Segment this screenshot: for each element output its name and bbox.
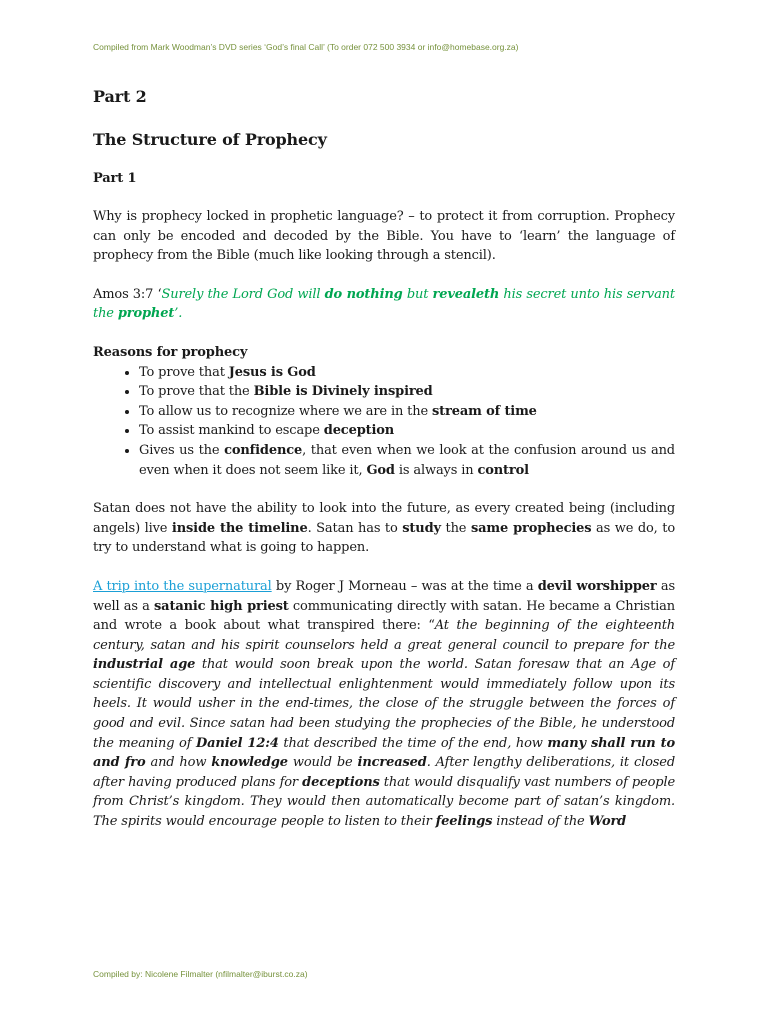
quote-emphasis: revealeth: [432, 286, 500, 302]
para-emphasis: study: [402, 520, 441, 536]
item-emphasis: confidence: [224, 442, 303, 458]
quote-text: . After lengthy deliberations, it closed after having produced plans for: [93, 755, 675, 790]
quote-emphasis: increased: [357, 755, 427, 771]
book-quote: [93, 618, 675, 829]
quote-text: that described the time of the end, how: [278, 735, 548, 751]
quote-emphasis: do nothing: [324, 286, 403, 302]
item-emphasis: stream of time: [432, 403, 537, 419]
quote-text: but: [402, 286, 433, 302]
quote-emphasis: many shall run to and fro: [93, 735, 676, 771]
para-emphasis: same prophecies: [470, 520, 592, 536]
quote-text: Surely the Lord God will: [161, 286, 325, 302]
intro-paragraph: Why is prophecy locked in prophetic language? – to protect it from corruption. Prophecy can only be encoded and decoded by the Bible. You have to ‘learn’ the language of prophecy from the Bible (much like looking through a stencil).: [93, 209, 675, 264]
quote-emphasis: prophet: [117, 306, 175, 322]
item-emphasis: control: [477, 462, 529, 478]
list-item: [139, 421, 675, 441]
para-emphasis: inside the timeline: [171, 520, 308, 536]
quote-emphasis: Word: [588, 814, 627, 830]
item-text: is always in: [394, 462, 478, 478]
book-link[interactable]: A trip into the supernatural: [93, 578, 272, 594]
item-text: , that even when we look at the confusion around us and even when it does not seem like it,: [139, 442, 675, 478]
quote-text: his secret unto his servant the: [93, 286, 675, 322]
para-text: by Roger J Morneau – was at the time a: [271, 578, 538, 594]
amos-reference: Amos 3:7 ‘: [93, 286, 162, 302]
item-emphasis: deception: [323, 423, 395, 439]
quote-emphasis: deceptions: [302, 774, 380, 790]
document-body: [93, 86, 675, 851]
list-item: [139, 402, 675, 422]
item-emphasis: Jesus is God: [228, 364, 316, 380]
para-text: . Satan has to: [307, 520, 403, 536]
para-text: communicating directly with satan. He became a Christian and wrote a book about what transpired there: “: [93, 598, 675, 634]
quote-emphasis: feelings: [435, 814, 493, 830]
quote-text: would be: [287, 755, 358, 771]
quote-emphasis: knowledge: [211, 755, 288, 771]
item-text: Gives us the: [139, 442, 225, 458]
quote-text: that would disqualify vast numbers of people from Christ’s kingdom. They would then automatically become part of satan’s kingdom. The spirits would encourage people to listen to their: [93, 774, 675, 830]
item-text: To prove that: [139, 364, 229, 380]
item-emphasis: God: [366, 462, 395, 478]
book-paragraph: [93, 577, 675, 832]
section-title: The Structure of Prophecy: [93, 130, 327, 149]
quote-text: instead of the: [492, 814, 589, 830]
amos-quote: [93, 287, 675, 322]
quote-text: that would soon break upon the world. Satan foresaw that an Age of scientific discovery and intellectual enlightenment would immediately follow upon its heels. It would usher in the end-times, the close of the struggle between the forces of good and evil. Since satan had been studying the prophecies of the Bible, he understood the meaning of: [93, 657, 675, 751]
reasons-list: [93, 363, 675, 481]
para-text: the: [440, 520, 471, 536]
quote-emphasis: industrial age: [93, 657, 196, 673]
list-item: [139, 441, 675, 480]
para-text: as we do, to try to understand what is going to happen.: [93, 520, 675, 556]
quote-text: At the beginning of the eighteenth century, satan and his spirit counselors held a great general council to prepare for the: [93, 618, 675, 653]
item-text: To allow us to recognize where we are in the: [139, 403, 432, 419]
item-emphasis: Bible is Divinely inspired: [253, 384, 433, 400]
satan-paragraph: [93, 499, 675, 558]
para-text: Satan does not have the ability to look into the future, as every created being (including angels) live: [93, 501, 675, 536]
reasons-title: Reasons for prophecy: [93, 344, 248, 360]
part-heading: Part 2: [93, 87, 147, 106]
quote-end: ’.: [174, 306, 183, 322]
subsection-title: Part 1: [93, 171, 137, 186]
quote-emphasis: Daniel 12:4: [196, 735, 279, 751]
para-emphasis: devil worshipper: [537, 578, 657, 594]
item-text: To assist mankind to escape: [139, 423, 324, 439]
para-text: as well as a: [93, 578, 676, 614]
list-item: [139, 382, 675, 402]
item-text: To prove that the: [139, 384, 254, 400]
list-item: [139, 363, 675, 383]
page-header: Compiled from Mark Woodman’s DVD series ‘God’s final Call’ (To order 072 500 3934 or info@homebase.org.za): [93, 42, 519, 52]
page-footer: Compiled by: Nicolene Filmalter (nfilmalter@iburst.co.za): [93, 969, 308, 979]
amos-quote-paragraph: [93, 285, 675, 324]
para-emphasis: satanic high priest: [154, 598, 289, 614]
quote-text: and how: [145, 755, 212, 771]
